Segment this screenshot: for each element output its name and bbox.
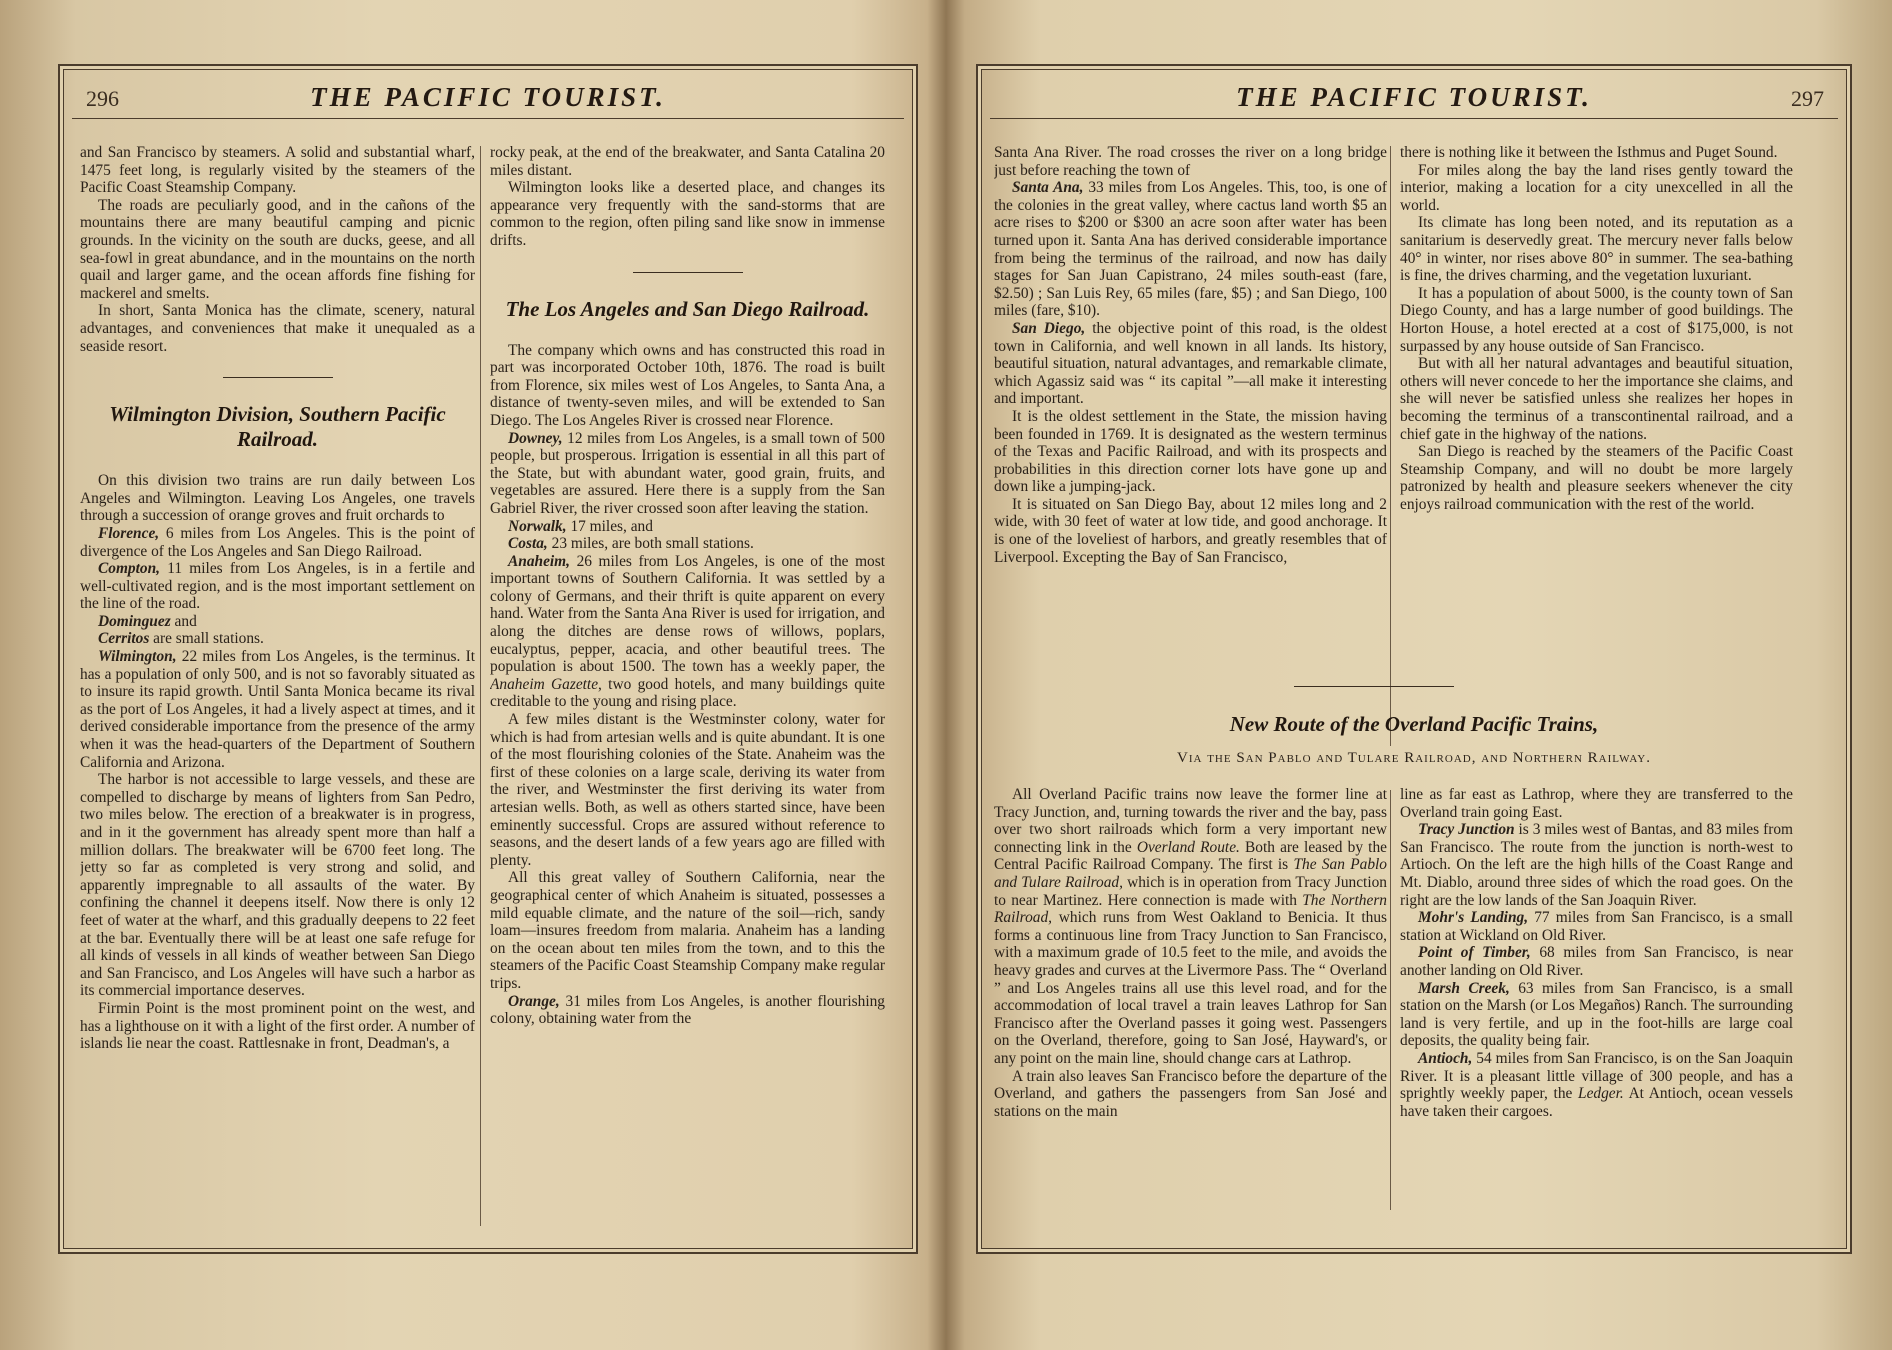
paragraph: It is the oldest settlement in the State, the mission having been founded in 1769. It is designated as the western terminus of the Texas and Pacific Railroad, and with its prospects and probabilities in this direction corner lots have gone up and down like a jumping-jack. [994, 407, 1387, 496]
paragraph: there is nothing like it between the Isthmus and Puget Sound. [1400, 144, 1778, 161]
station-text: , two good hotels, and many buildings quite creditable to the young and rising place. [490, 675, 885, 711]
station-entry [490, 535, 885, 553]
station-text: 23 miles, are both small stations. [547, 535, 754, 553]
newspaper-title: Ledger. [1578, 1085, 1624, 1103]
station-entry [490, 553, 885, 711]
station-name: Downey, [508, 429, 563, 447]
paragraph: The harbor is not accessible to large vessels, and these are compelled to discharge by means of lighters from San Pedro, two miles below. The erection of a breakwater is in progress, and in it the government has already spent more than half a million dollars. The breakwater will be 6700 feet long. The jetty so far as completed is very strong and solid, and apparently impregnable to all assaults of the water. By confining the channel it deepens itself. Now there is only 12 feet of water at the wharf, and this gradually deepens to 22 feet at the bar. Eventually there will be at least one safe refuge for all kinds of vessels in all kinds of weather between San Diego and San Francisco, and Los Angeles will have such a harbor as its commercial importance deserves. [80, 771, 475, 1000]
text-run: which is in operation from Tracy Junction to near Martinez. Here connection is made with [994, 873, 1387, 909]
station-text: 31 miles from Los Angeles, is another flourishing colony, obtaining water from the [490, 992, 885, 1028]
station-text: 12 miles from Los Angeles, is a small town of 500 people, but prosperous. Irrigation is essential in all this part of the State, but with abundant water, good grain, fruits, and vegetables are assured. Here there is a supply from the San Gabriel River, the river crossed soon after leaving the station. [490, 429, 885, 517]
station-text: the objective point of this road, is the oldest town in California, and well known in all lands. Its history, beautiful situation, natural advantages, and remarkable climate, which Agassiz said was “ its capital ”—all make it interesting and important. [994, 319, 1387, 408]
running-title: THE PACIFIC TOURIST. [310, 82, 666, 112]
station-text: 63 miles from San Francisco, is a small station on the Marsh (or Los Megaños) Ranch. The surrounding land is very fertile, and up in the foot-hills are large coal deposits, the quality being fair. [1400, 979, 1793, 1050]
station-text: 33 miles from Los Angeles. This, too, is one of the colonies in the great valley, where cactus land worth $5 an acre rises to $200 or $300 an acre soon after water has been turned upon it. Santa Ana has derived considerable importance from being the terminus of the railroad, and now has daily stages for San Juan Capistrano, 24 miles south-east (fare, $2.50) ; San Luis Rey, 65 miles (fare, $5) ; and San Diego, 100 miles (fare, $10). [994, 179, 1387, 320]
left-column-2 [490, 144, 885, 1242]
paragraph: San Diego is reached by the steamers of the Pacific Coast Steamship Company, and will no doubt be more largely patronized by health and pleasure seekers whenever the city enjoys railroad communication with the rest of the world. [1400, 443, 1793, 513]
station-entry [80, 525, 475, 560]
station-name: Mohr's Landing, [1418, 909, 1529, 927]
text-run: All Overland Pacific trains now leave the former line at Tracy Junction, and, turning towards the river and the bay, pass over two short railroads which form a very important new connecting link in the [994, 786, 1387, 856]
paragraph: But with all her natural advantages and beautiful situation, others will never concede to her the importance she claims, and she will never be satisfied unless she realizes her hopes in becoming the terminus of a transcontinental railroad, and a chief gate in the highway of the nations. [1400, 355, 1793, 443]
paragraph: It is situated on San Diego Bay, about 12 miles long and 2 wide, with 30 feet of water at low tide, and good anchorage. It is one of the loveliest of harbors, and greatly resembles that of Liverpool. Excepting the Bay of San Francisco, [994, 495, 1387, 566]
paragraph: For miles along the bay the land rises gently toward the interior, making a location for a city unexcelled in all the world. [1400, 161, 1793, 214]
station-entry [1400, 944, 1793, 979]
station-name: Norwalk, [508, 517, 567, 535]
section-divider [1294, 686, 1454, 687]
paragraph: It has a population of about 5000, is the county town of San Diego County, and has a large number of good buildings. The Horton House, a hotel erected at a cost of $175,000, is not surpassed by any house outside of San Francisco. [1400, 284, 1793, 355]
column-rule [1390, 146, 1391, 746]
paragraph: The roads are peculiarly good, and in the cañons of the mountains there are many beautiful camping and picnic grounds. In the vicinity on the south are ducks, geese, and all sea-fowl in great abundance, and in the mountains on the north quail and larger game, and the ocean affords fine fishing for mackerel and smelts. [80, 196, 475, 302]
page-number: 296 [86, 86, 119, 111]
paragraph: A train also leaves San Francisco before the departure of the Overland, and gathers the passengers from San José and stations on the main [994, 1067, 1387, 1120]
right-page-frame [976, 64, 1852, 1254]
station-text: are small stations. [149, 630, 264, 648]
station-name: Florence, [98, 524, 160, 542]
column-rule [1390, 790, 1391, 1210]
right-column-3 [994, 786, 1387, 1206]
section-heading: Wilmington Division, Southern Pacific Railroad. [109, 402, 446, 452]
station-entry [1400, 980, 1793, 1050]
paragraph: line as far east as Lathrop, where they are transferred to the Overland train going East. [1400, 786, 1793, 821]
station-name: Cerritos [98, 630, 150, 648]
paragraph: A few miles distant is the Westminster colony, water for which is had from artesian wells and is quite abundant. It is one of the most flourishing colonies of the State. Anaheim was the first of these colonies on a large scale, deriving its water from the river, and Westminster the first deriving its water from artesian wells. Both, as well as others started since, have been eminently successful. Crops are assured without reference to seasons, and the desert lands of a few years ago are filled with plenty. [490, 711, 885, 869]
station-name: Marsh Creek, [1418, 979, 1510, 997]
station-entry [490, 518, 885, 536]
station-name: San Diego, [1012, 319, 1086, 337]
station-name: Costa, [508, 535, 548, 553]
station-entry [1400, 1050, 1793, 1120]
station-text: 6 miles from Los Angeles. This is the point of divergence of the Los Angeles and San Diego Railroad. [80, 524, 475, 560]
text-run: Both are leased by the Central Pacific Railroad Company. The first is [994, 838, 1387, 874]
station-text: is 3 miles west of Bantas, and 83 miles from San Francisco. The route from the junction is north-west to Artioch. On the left are the high hills of the Coast Range and Mt. Diablo, around three sides of which the road goes. On the right are the low lands of the San Joaquin River. [1400, 821, 1793, 909]
station-name: Wilmington, [98, 648, 177, 666]
station-entry [490, 993, 885, 1028]
page-number: 297 [1791, 86, 1824, 111]
station-entry [80, 648, 475, 771]
station-name: Point of Timber, [1418, 944, 1531, 962]
text-run: which runs from West Oakland to Benicia. It thus forms a continuous line from Tracy Junction to San Francisco, with a maximum grade of 10.5 feet to the mile, and avoids the heavy grades and curves at the Livermore Pass. The “ Overland ” and Los Angeles trains all use this level road, and for the accommodation of local travel a train leaves Lathrop for San Francisco after the Overland passes it going west. Passengers on the Overland, therefore, going to San José, Hayward's, or any point on the main line, should change cars at Lathrop. [994, 909, 1387, 1067]
station-name: Santa Ana, [1012, 179, 1084, 197]
paragraph: On this division two trains are run daily between Los Angeles and Wilmington. Leaving Los Angeles, one travels through a succession of orange groves and fruit orchards to [80, 472, 475, 525]
station-text: 26 miles from Los Angeles, is one of the most important towns of Southern California. It was settled by a colony of Germans, and their thrift is quite apparent on every hand. Water from the Santa Ana River is used for irrigation, and along the ditches are dense rows of willows, poplars, eucalyptus, pepper, acacia, and other beautiful trees. The population is about 1500. The town has a weekly paper, the [490, 552, 885, 676]
station-name: Orange, [508, 992, 560, 1010]
railroad-name: The Northern Railroad, [994, 891, 1387, 927]
station-text: 22 miles from Los Angeles, is the terminus. It has a population of only 500, and is not so favorably situated as to insure its rapid growth. Until Santa Monica became its rival as the port of Los Angeles, it had a lively aspect at times, and it derived considerable importance from the presence of the army when it was the head-quarters of the Department of Southern California and Arizona. [80, 648, 475, 771]
right-column-4 [1400, 786, 1793, 1206]
station-name: Tracy Junction [1418, 821, 1515, 839]
station-entry [994, 179, 1387, 320]
section-divider [633, 272, 743, 273]
station-text: At Antioch, ocean vessels have taken their cargoes. [1400, 1085, 1793, 1120]
paragraph: Firmin Point is the most prominent point on the west, and has a lighthouse on it with a light of the first order. A number of islands lie near the coast. Rattlesnake in front, Deadman's, a [80, 999, 475, 1053]
paragraph: and San Francisco by steamers. A solid and substantial wharf, 1475 feet long, is regularly visited by the steamers of the Pacific Coast Steamship Company. [80, 144, 475, 197]
section-heading: The Los Angeles and San Diego Railroad. [505, 296, 870, 321]
right-column-1 [994, 144, 1387, 754]
station-entry [1400, 909, 1793, 944]
station-text: and [170, 612, 197, 630]
left-column-1 [80, 144, 475, 1242]
station-text: 17 miles, and [566, 517, 653, 535]
paragraph: Wilmington looks like a deserted place, and changes its appearance very frequently with the sand-storms that are common to the region, often piling sand like snow in immense drifts. [490, 179, 885, 249]
paragraph: rocky peak, at the end of the breakwater, and Santa Catalina 20 miles distant. [490, 144, 885, 179]
left-page-frame [58, 64, 918, 1254]
section-heading: New Route of the Overland Pacific Trains, [1229, 712, 1599, 736]
station-entry [490, 430, 885, 518]
newspaper-title: Anaheim Gazette [490, 675, 599, 693]
station-entry [80, 560, 475, 613]
paragraph: Santa Ana River. The road crosses the river on a long bridge just before reaching the town of [994, 144, 1387, 179]
paragraph [994, 786, 1387, 1068]
paragraph: All this great valley of Southern California, near the geographical center of which Anaheim is situated, possesses a mild equable climate, and the nature of the soil—rich, sandy loam—insures freedom from malaria. Anaheim has a landing on the ocean about ten miles from the town, and to this the steamers of the Pacific Coast Steamship Company make regular trips. [490, 869, 885, 992]
right-page-header [990, 78, 1838, 119]
railroad-name: Overland Route. [1136, 838, 1240, 856]
running-title: THE PACIFIC TOURIST. [1236, 82, 1592, 112]
station-name: Compton, [98, 560, 161, 578]
column-rule [480, 146, 481, 1226]
paragraph: Its climate has long been noted, and its reputation as a sanitarium is deservedly great. The mercury never falls below 40° in winter, nor rises above 80° in summer. The sea-bathing is fine, the drives charming, and the vegetation luxuriant. [1400, 214, 1793, 285]
station-entry [1400, 821, 1793, 909]
station-entry [80, 630, 475, 648]
station-name: Antioch, [1418, 1049, 1473, 1067]
station-text: 77 miles from San Francisco, is a small station at Wickland on Old River. [1400, 909, 1793, 944]
station-text: 54 miles from San Francisco, is on the San Joaquin River. It is a pleasant little village of 300 people, and has a sprightly weekly paper, the [1400, 1049, 1793, 1103]
paragraph: In short, Santa Monica has the climate, scenery, natural advantages, and conveniences that make it unequaled as a seaside resort. [80, 302, 475, 355]
station-name: Dominguez [98, 612, 171, 630]
railroad-name: The San Pablo and Tulare Railroad, [994, 856, 1387, 891]
right-column-2 [1400, 144, 1793, 754]
station-text: 11 miles from Los Angeles, is in a fertile and well-cultivated region, and is the most important settlement on the line of the road. [80, 560, 475, 613]
right-page [946, 0, 1892, 1350]
station-entry [80, 613, 475, 631]
section-divider [223, 377, 333, 378]
station-text: 68 miles from San Francisco, is near another landing on Old River. [1400, 944, 1793, 979]
left-page-header [72, 78, 904, 119]
station-name: Anaheim, [508, 552, 571, 570]
station-entry [994, 320, 1387, 408]
section-subheading: Via the San Pablo and Tulare Railroad, and Northern Railway. [1177, 750, 1651, 766]
paragraph: The company which owns and has constructed this road in part was incorporated October 10th, 1876. The road is built from Florence, six miles west of Los Angeles, to Santa Ana, a distance of twenty-seven miles, and will be extended to San Diego. The Los Angeles River is crossed near Florence. [490, 341, 885, 429]
